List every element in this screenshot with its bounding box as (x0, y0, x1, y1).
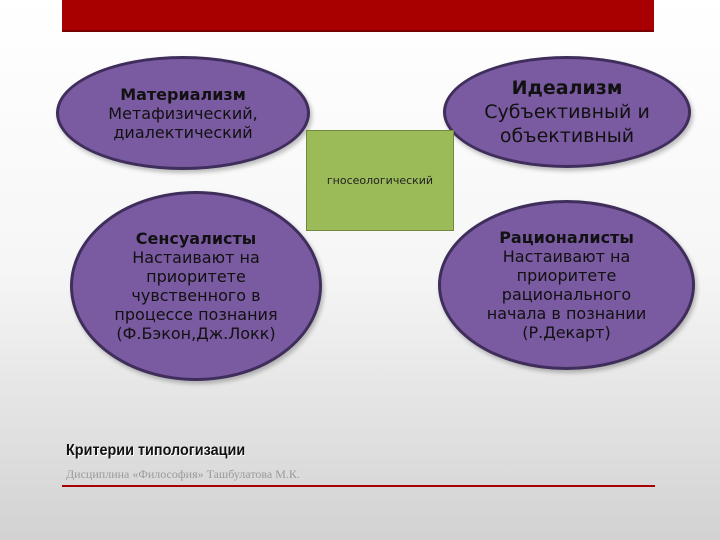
materialism-body: Метафизический, диалектический (108, 103, 258, 142)
sensualists-body: Настаивают на приоритете чувственного в процессе познания (Ф.Бэкон,Дж.Локк) (114, 248, 278, 343)
rationalists-title: Рационалисты (499, 228, 634, 247)
rationalists-body: Настаивают на приоритете рационального начала в познании (Р.Декарт) (486, 247, 647, 342)
slide-title: Критерии типологизации (66, 442, 246, 459)
idealism-ellipse (443, 56, 691, 168)
sensualists-title: Сенсуалисты (135, 229, 257, 248)
header-bar (62, 0, 654, 32)
rationalists-ellipse (438, 200, 695, 370)
idealism-body: Субъективный и объективный (484, 101, 650, 147)
epistemological-label: гносеологический (326, 174, 434, 187)
epistemological-box (306, 130, 454, 231)
sensualists-ellipse (70, 191, 322, 381)
materialism-title: Материализм (120, 84, 246, 104)
slide-subtitle: Дисциплина «Философия» Ташбулатова М.К. (66, 467, 300, 481)
idealism-title: Идеализм (511, 77, 623, 99)
footer-divider (62, 485, 655, 487)
materialism-ellipse (56, 56, 310, 170)
